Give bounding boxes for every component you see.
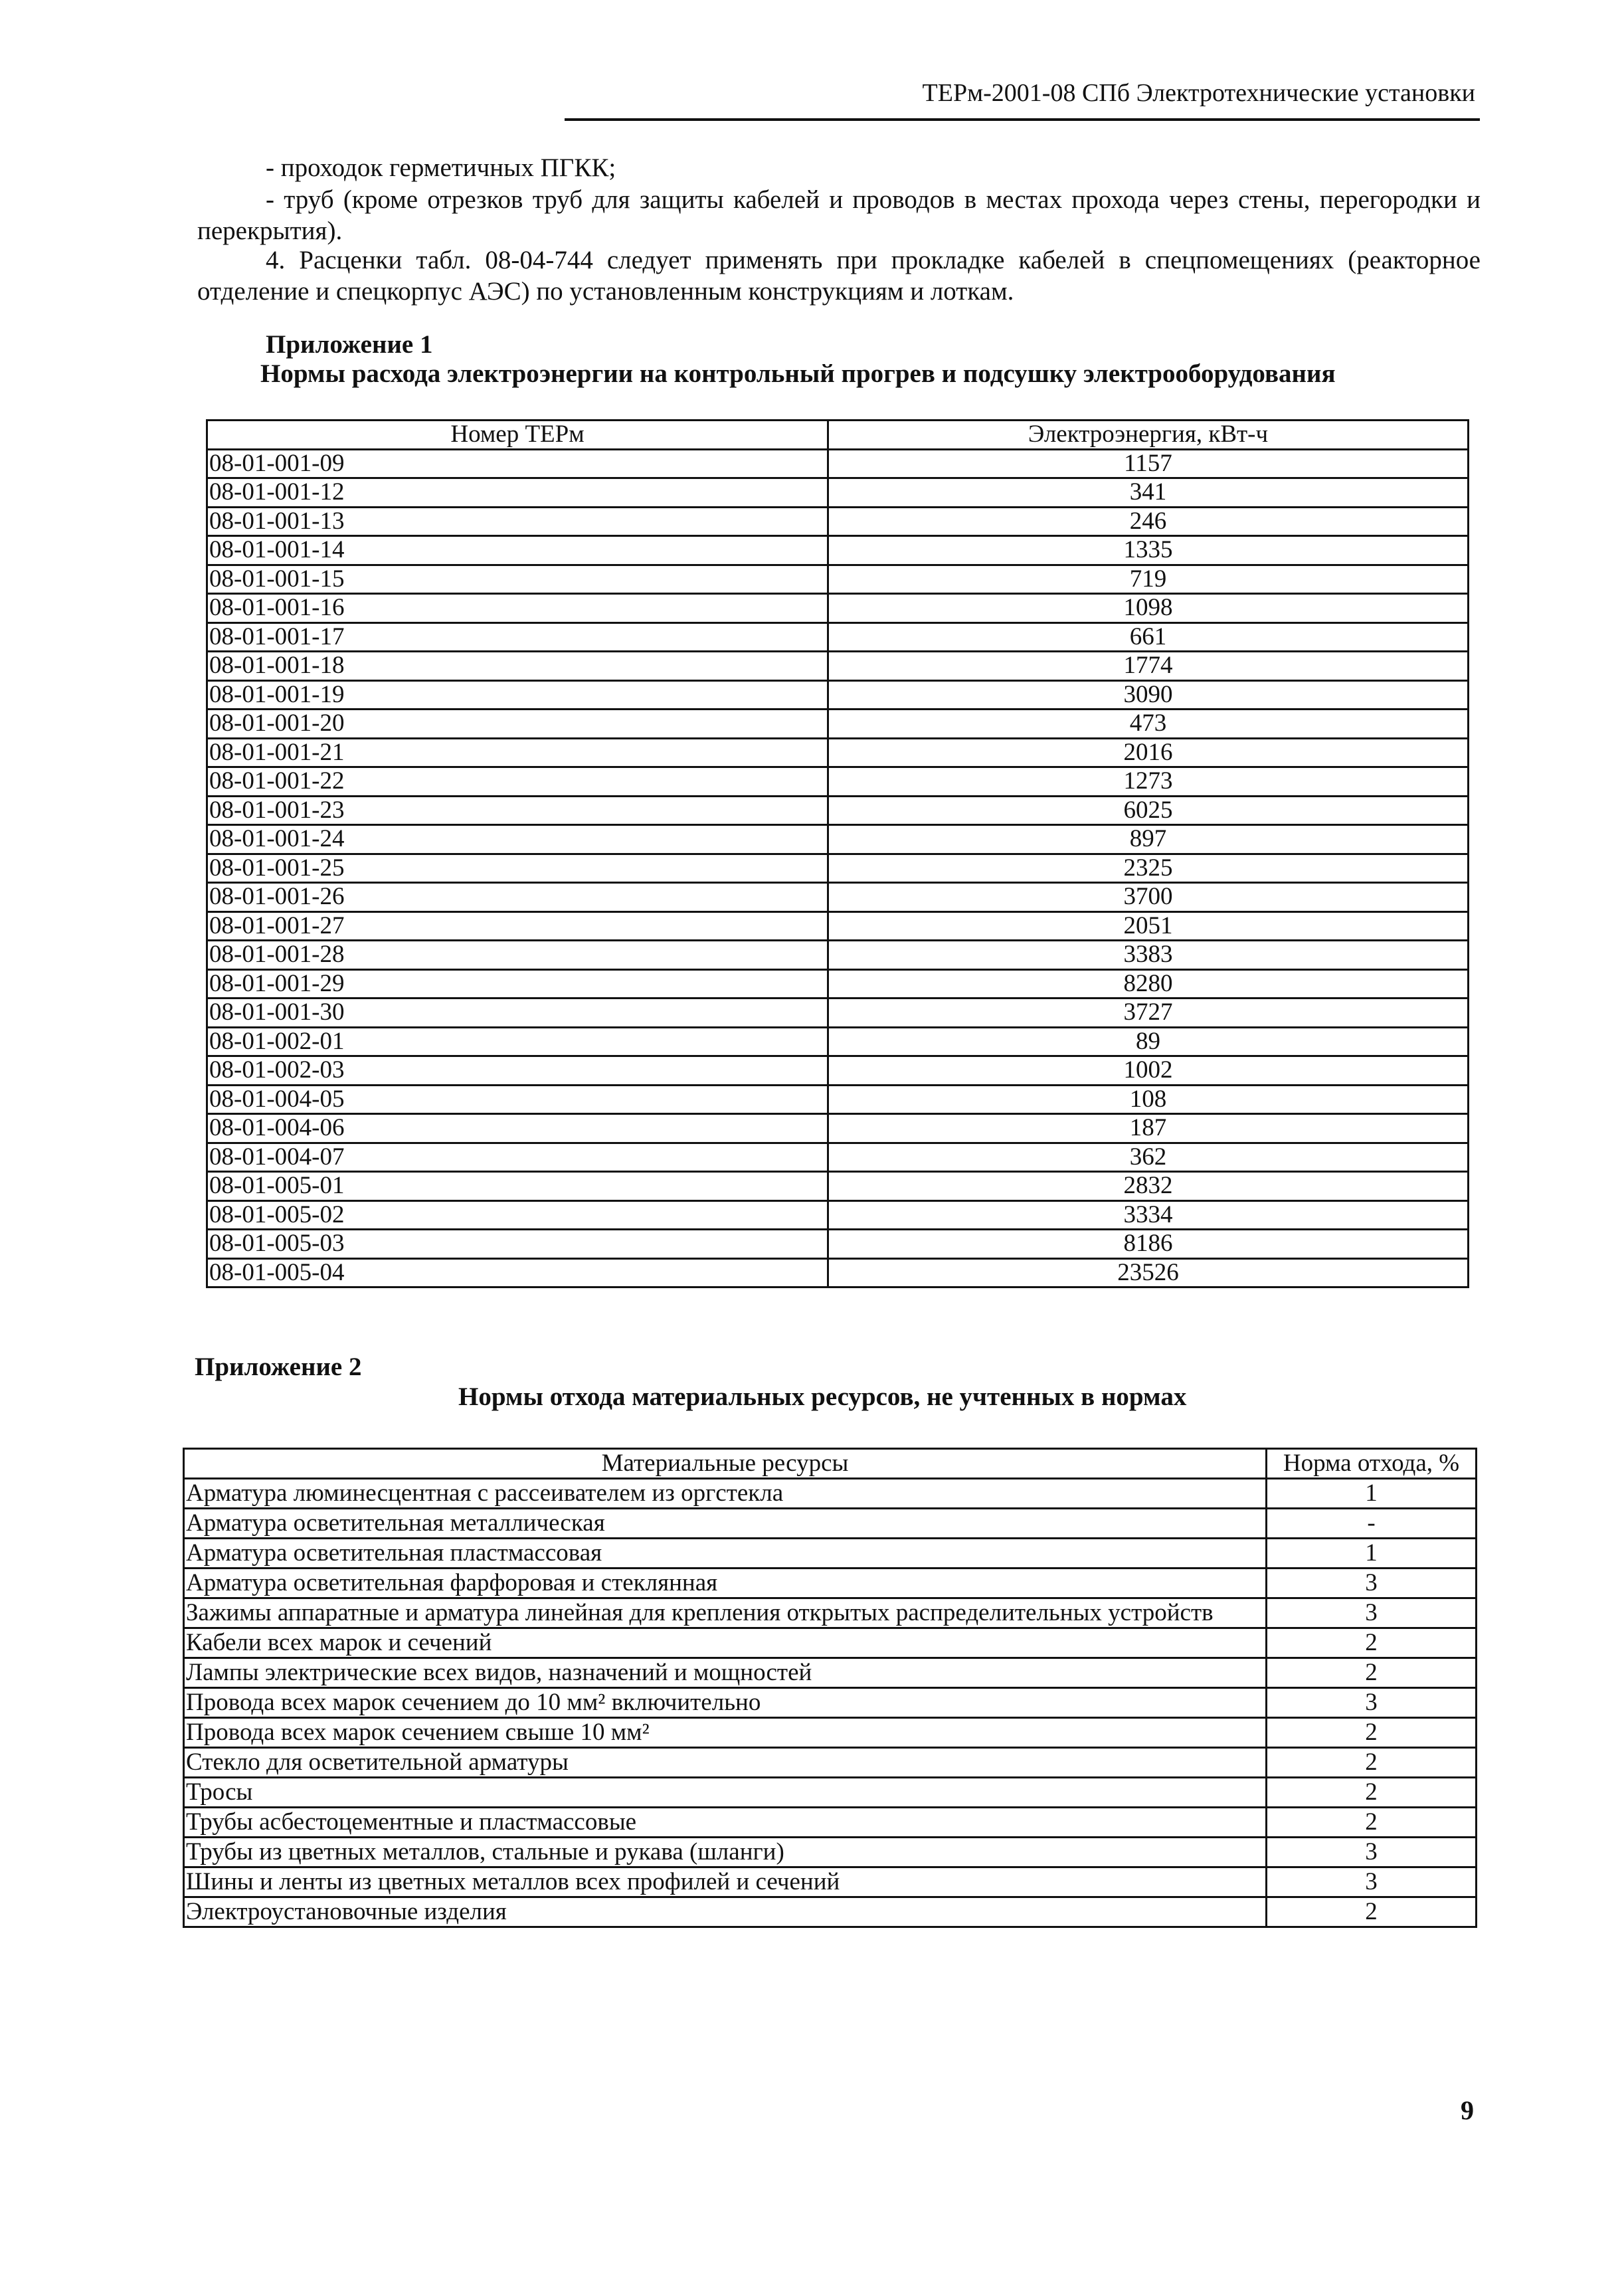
energy-value-cell: 2832 <box>828 1172 1469 1201</box>
term-number-cell: 08-01-002-03 <box>207 1056 828 1086</box>
energy-table-row <box>207 854 1469 883</box>
energy-value-cell: 661 <box>828 622 1469 652</box>
energy-table-row <box>207 738 1469 767</box>
energy-value-cell: 108 <box>828 1085 1469 1114</box>
term-number-cell: 08-01-005-03 <box>207 1230 828 1259</box>
waste-norm-cell: 2 <box>1267 1628 1477 1658</box>
energy-table-row <box>207 1230 1469 1259</box>
intro-line-3: 4. Расценки табл. 08-04-744 следует применять при прокладке кабелей в спецпомещениях (реакторное отделение и спецкорпус АЭС) по установленным конструкциям и лоткам. <box>197 246 1481 306</box>
energy-table-row <box>207 911 1469 941</box>
term-number-cell: 08-01-004-06 <box>207 1114 828 1143</box>
material-resource-cell: Арматура люминесцентная с рассеивателем из оргстекла <box>184 1479 1267 1509</box>
appendix2-subtitle: Нормы отхода материальных ресурсов, не учтенных в нормах <box>458 1382 1187 1411</box>
term-number-cell: 08-01-001-17 <box>207 622 828 652</box>
term-number-cell: 08-01-001-09 <box>207 449 828 478</box>
page-number: 9 <box>1461 2095 1474 2125</box>
energy-table-row <box>207 536 1469 565</box>
waste-norm-cell: 3 <box>1267 1569 1477 1598</box>
energy-table-row <box>207 1258 1469 1287</box>
energy-value-cell: 1157 <box>828 449 1469 478</box>
energy-value-cell: 89 <box>828 1027 1469 1056</box>
appendix2-title: Приложение 2 <box>195 1353 362 1381</box>
energy-value-cell: 473 <box>828 710 1469 739</box>
energy-value-cell: 2051 <box>828 911 1469 941</box>
waste-table-header <box>184 1449 1477 1479</box>
energy-table-row <box>207 710 1469 739</box>
energy-value-cell: 23526 <box>828 1258 1469 1287</box>
energy-table-row <box>207 796 1469 825</box>
term-number-cell: 08-01-001-22 <box>207 767 828 797</box>
material-resource-cell: Провода всех марок сечением свыше 10 мм² <box>184 1718 1267 1748</box>
energy-table-row <box>207 999 1469 1028</box>
energy-table-row <box>207 825 1469 854</box>
energy-table-row <box>207 1200 1469 1230</box>
material-resource-cell: Арматура осветительная пластмассовая <box>184 1539 1267 1569</box>
waste-norm-cell: 2 <box>1267 1658 1477 1688</box>
material-resource-cell: Шины и ленты из цветных металлов всех профилей и сечений <box>184 1867 1267 1897</box>
term-number-cell: 08-01-001-14 <box>207 536 828 565</box>
energy-table-row <box>207 565 1469 594</box>
energy-value-cell: 8280 <box>828 969 1469 999</box>
material-resource-cell: Арматура осветительная металлическая <box>184 1509 1267 1539</box>
waste-norm-cell: 1 <box>1267 1539 1477 1569</box>
term-number-cell: 08-01-001-27 <box>207 911 828 941</box>
energy-table-row <box>207 478 1469 508</box>
energy-value-cell: 1335 <box>828 536 1469 565</box>
material-resource-cell: Трубы из цветных металлов, стальные и рукава (шланги) <box>184 1838 1267 1867</box>
waste-table-row <box>184 1479 1477 1509</box>
waste-norm-cell: - <box>1267 1509 1477 1539</box>
waste-norm-cell: 1 <box>1267 1479 1477 1509</box>
term-number-cell: 08-01-001-16 <box>207 594 828 623</box>
energy-table-row <box>207 652 1469 681</box>
term-number-cell: 08-01-001-24 <box>207 825 828 854</box>
energy-table-row <box>207 1114 1469 1143</box>
energy-table-row <box>207 941 1469 970</box>
term-number-cell: 08-01-001-23 <box>207 796 828 825</box>
term-number-cell: 08-01-005-04 <box>207 1258 828 1287</box>
waste-norm-cell: 2 <box>1267 1778 1477 1808</box>
energy-table-row <box>207 1085 1469 1114</box>
term-number-cell: 08-01-001-13 <box>207 507 828 536</box>
energy-table-row <box>207 767 1469 797</box>
term-number-cell: 08-01-001-26 <box>207 883 828 912</box>
energy-value-cell: 719 <box>828 565 1469 594</box>
waste-norm-cell: 2 <box>1267 1897 1477 1927</box>
material-resource-cell: Лампы электрические всех видов, назначений и мощностей <box>184 1658 1267 1688</box>
energy-value-cell: 1774 <box>828 652 1469 681</box>
waste-table-row <box>184 1628 1477 1658</box>
energy-table-row <box>207 1143 1469 1172</box>
energy-value-cell: 897 <box>828 825 1469 854</box>
energy-table <box>206 419 1469 1288</box>
material-resource-cell: Кабели всех марок и сечений <box>184 1628 1267 1658</box>
waste-norm-cell: 3 <box>1267 1598 1477 1628</box>
intro-line-1: - проходок герметичных ПГКК; <box>266 153 616 182</box>
waste-table-row <box>184 1808 1477 1838</box>
waste-table <box>183 1448 1477 1928</box>
term-number-cell: 08-01-001-30 <box>207 999 828 1028</box>
energy-value-cell: 1098 <box>828 594 1469 623</box>
energy-value-cell: 1002 <box>828 1056 1469 1086</box>
energy-col-number-header: Номер ТЕРм <box>207 421 828 450</box>
energy-value-cell: 341 <box>828 478 1469 508</box>
waste-norm-cell: 3 <box>1267 1867 1477 1897</box>
waste-col-norm-header: Норма отхода, % <box>1267 1449 1477 1479</box>
waste-table-row <box>184 1658 1477 1688</box>
intro-line-2: - труб (кроме отрезков труб для защиты кабелей и проводов в местах прохода через стены, перегородки и перекрытия). <box>197 185 1481 245</box>
waste-table-row <box>184 1539 1477 1569</box>
term-number-cell: 08-01-004-05 <box>207 1085 828 1114</box>
term-number-cell: 08-01-001-19 <box>207 680 828 710</box>
waste-table-row <box>184 1688 1477 1718</box>
energy-table-row <box>207 622 1469 652</box>
waste-table-row <box>184 1598 1477 1628</box>
waste-norm-cell: 2 <box>1267 1748 1477 1778</box>
material-resource-cell: Арматура осветительная фарфоровая и стеклянная <box>184 1569 1267 1598</box>
term-number-cell: 08-01-001-18 <box>207 652 828 681</box>
energy-value-cell: 362 <box>828 1143 1469 1172</box>
material-resource-cell: Стекло для осветительной арматуры <box>184 1748 1267 1778</box>
energy-value-cell: 1273 <box>828 767 1469 797</box>
energy-table-row <box>207 449 1469 478</box>
energy-value-cell: 187 <box>828 1114 1469 1143</box>
energy-table-row <box>207 680 1469 710</box>
term-number-cell: 08-01-001-12 <box>207 478 828 508</box>
waste-norm-cell: 3 <box>1267 1688 1477 1718</box>
energy-value-cell: 3727 <box>828 999 1469 1028</box>
material-resource-cell: Тросы <box>184 1778 1267 1808</box>
waste-table-row <box>184 1718 1477 1748</box>
energy-value-cell: 8186 <box>828 1230 1469 1259</box>
term-number-cell: 08-01-001-28 <box>207 941 828 970</box>
waste-table-row <box>184 1867 1477 1897</box>
energy-table-row <box>207 1027 1469 1056</box>
energy-table-row <box>207 1172 1469 1201</box>
term-number-cell: 08-01-001-21 <box>207 738 828 767</box>
waste-norm-cell: 3 <box>1267 1838 1477 1867</box>
energy-value-cell: 3700 <box>828 883 1469 912</box>
waste-table-row <box>184 1748 1477 1778</box>
energy-value-cell: 3334 <box>828 1200 1469 1230</box>
energy-value-cell: 2325 <box>828 854 1469 883</box>
waste-col-resource-header: Материальные ресурсы <box>184 1449 1267 1479</box>
energy-table-row <box>207 507 1469 536</box>
waste-table-row <box>184 1897 1477 1927</box>
energy-value-cell: 2016 <box>828 738 1469 767</box>
energy-value-cell: 6025 <box>828 796 1469 825</box>
material-resource-cell: Электроустановочные изделия <box>184 1897 1267 1927</box>
term-number-cell: 08-01-001-29 <box>207 969 828 999</box>
energy-col-value-header: Электроэнергия, кВт-ч <box>828 421 1469 450</box>
term-number-cell: 08-01-005-01 <box>207 1172 828 1201</box>
term-number-cell: 08-01-001-20 <box>207 710 828 739</box>
waste-table-row <box>184 1838 1477 1867</box>
energy-value-cell: 246 <box>828 507 1469 536</box>
material-resource-cell: Трубы асбестоцементные и пластмассовые <box>184 1808 1267 1838</box>
energy-value-cell: 3383 <box>828 941 1469 970</box>
header-rule <box>565 118 1480 121</box>
term-number-cell: 08-01-001-15 <box>207 565 828 594</box>
material-resource-cell: Провода всех марок сечением до 10 мм² включительно <box>184 1688 1267 1718</box>
term-number-cell: 08-01-002-01 <box>207 1027 828 1056</box>
material-resource-cell: Зажимы аппаратные и арматура линейная для крепления открытых распределительных устройств <box>184 1598 1267 1628</box>
energy-table-header <box>207 421 1469 450</box>
waste-table-row <box>184 1778 1477 1808</box>
term-number-cell: 08-01-001-25 <box>207 854 828 883</box>
term-number-cell: 08-01-005-02 <box>207 1200 828 1230</box>
term-number-cell: 08-01-004-07 <box>207 1143 828 1172</box>
energy-table-row <box>207 883 1469 912</box>
waste-table-row <box>184 1509 1477 1539</box>
waste-norm-cell: 2 <box>1267 1718 1477 1748</box>
appendix1-subtitle: Нормы расхода электроэнергии на контрольный прогрев и подсушку электрооборудования <box>260 359 1336 388</box>
energy-table-row <box>207 969 1469 999</box>
running-header: ТЕРм-2001-08 СПб Электротехнические установки <box>922 79 1475 107</box>
energy-value-cell: 3090 <box>828 680 1469 710</box>
energy-table-row <box>207 594 1469 623</box>
energy-table-row <box>207 1056 1469 1086</box>
appendix1-title: Приложение 1 <box>266 330 433 359</box>
waste-norm-cell: 2 <box>1267 1808 1477 1838</box>
waste-table-row <box>184 1569 1477 1598</box>
